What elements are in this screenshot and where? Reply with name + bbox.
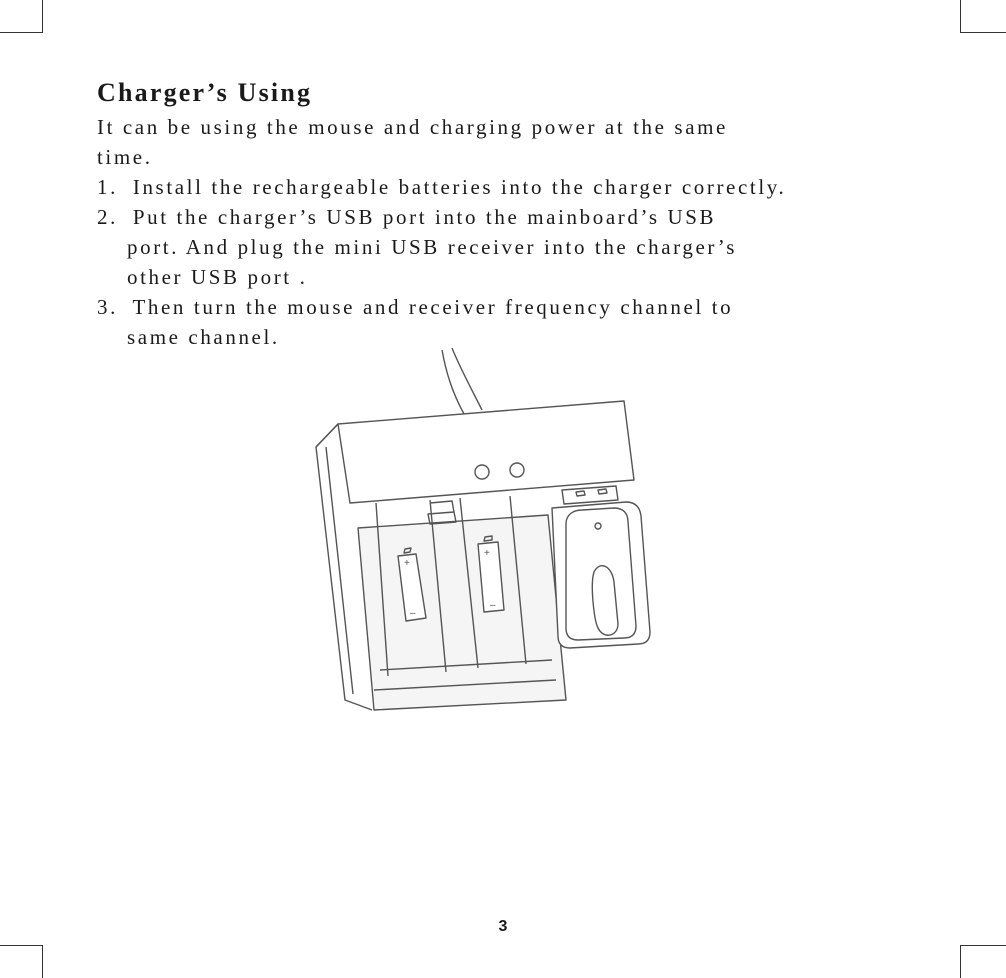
crop-mark-bottom-left-vertical xyxy=(42,945,43,978)
usb-port xyxy=(562,486,618,504)
step-number: 2. xyxy=(97,205,118,229)
step-2-line-3: other USB port . xyxy=(127,265,308,289)
crop-mark-top-left-vertical xyxy=(42,0,43,32)
step-number: 1. xyxy=(97,175,118,199)
crop-mark-top-right-horizontal xyxy=(960,32,1006,33)
crop-mark-bottom-right-horizontal xyxy=(960,945,1006,946)
step-number: 3. xyxy=(97,295,118,319)
charger-illustration xyxy=(300,345,670,715)
intro-line-2: time. xyxy=(97,145,153,169)
intro-line-1: It can be using the mouse and charging power at the same xyxy=(97,115,728,139)
crop-mark-bottom-right-vertical xyxy=(960,945,961,978)
step-text-line: Put the charger’s USB port into the mainboard’s USB xyxy=(132,205,717,229)
usb-cable xyxy=(442,350,464,414)
battery-right-plus: + xyxy=(484,548,490,559)
battery-right-minus: – xyxy=(490,600,496,611)
crop-mark-top-left-horizontal xyxy=(0,32,43,33)
step-3 xyxy=(97,292,733,322)
charger-top-edge xyxy=(316,424,338,447)
step-2-line-2: port. And plug the mini USB receiver into the charger’s xyxy=(127,235,737,259)
step-2 xyxy=(97,202,716,232)
step-1 xyxy=(97,172,786,202)
crop-mark-top-right-vertical xyxy=(960,0,961,32)
step-text-line: Install the rechargeable batteries into the charger correctly. xyxy=(132,175,787,199)
battery-left-plus: + xyxy=(404,558,410,569)
battery-clip-top xyxy=(430,501,454,512)
crop-mark-bottom-left-horizontal xyxy=(0,945,43,946)
page-number: 3 xyxy=(498,918,508,935)
usb-cable-outline xyxy=(452,348,482,410)
step-3-line-2: same channel. xyxy=(127,325,280,349)
section-heading: Charger’s Using xyxy=(97,78,313,107)
step-text-line: Then turn the mouse and receiver frequency channel to xyxy=(132,295,734,319)
battery-left-minus: – xyxy=(410,608,416,619)
